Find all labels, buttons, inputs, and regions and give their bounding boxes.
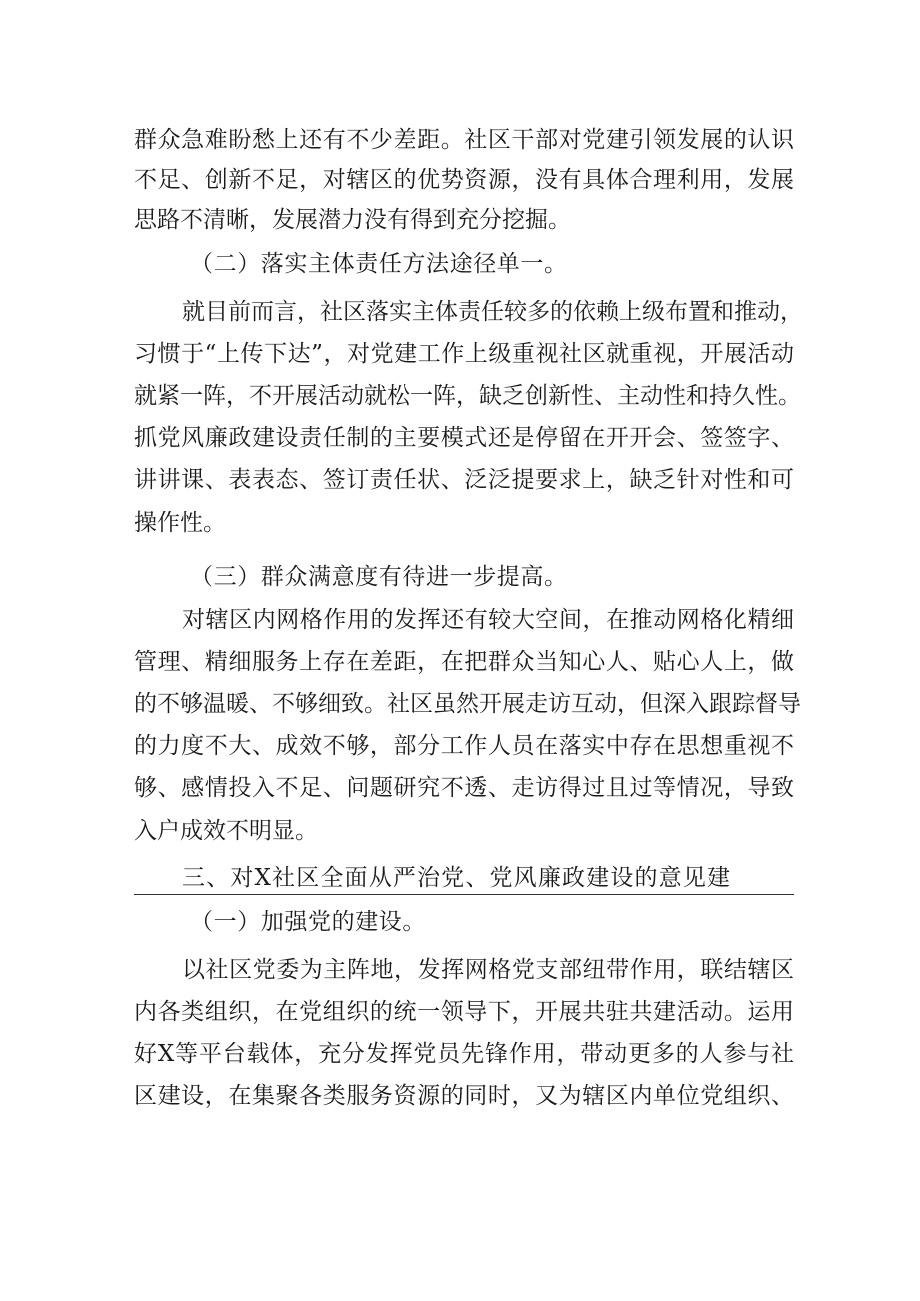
paragraph-line: 操作性。 — [134, 510, 226, 536]
paragraph-line: 讲讲课、表表态、签订责任状、泛泛提要求上，缺乏针对性和可 — [134, 467, 794, 493]
paragraph-line: 思路不清晰，发展潜力没有得到充分挖掘。 — [134, 207, 571, 233]
paragraph-line: 入户成效不明显。 — [134, 818, 318, 844]
paragraph-line: 的力度不大、成效不够，部分工作人员在落实中存在思想重视不 — [134, 733, 794, 759]
paragraph-line: 够、感情投入不足、问题研究不透、走访得过且过等情况，导致 — [134, 775, 794, 801]
section-heading: 三、对X社区全面从严治党、党风廉政建设的意见建 — [182, 865, 730, 891]
paragraph-line: 就紧一阵，不开展活动就松一阵，缺乏创新性、主动性和持久性。 — [134, 383, 801, 409]
paragraph-line: 好X等平台载体，充分发挥党员先锋作用，带动更多的人参与社 — [134, 1041, 794, 1067]
paragraph-line: 管理、精细服务上存在差距，在把群众当知心人、贴心人上，做 — [134, 649, 794, 675]
paragraph-line: 的不够温暖、不够细致。社区虽然开展走访互动，但深入跟踪督导 — [134, 691, 801, 717]
subsection-heading: （三）群众满意度有待进一步提高。 — [190, 564, 568, 590]
paragraph-line: 区建设，在集聚各类服务资源的同时，又为辖区内单位党组织、 — [134, 1083, 794, 1109]
paragraph-line: 抓党风廉政建设责任制的主要模式还是停留在开开会、签签字、 — [134, 425, 794, 451]
subsection-heading: （二）落实主体责任方法途径单一。 — [190, 251, 568, 277]
paragraph-line: 群众急难盼愁上还有不少差距。社区干部对党建引领发展的认识 — [134, 127, 794, 153]
paragraph-line: 对辖区内网格作用的发挥还有较大空间，在推动网格化精细 — [182, 607, 794, 633]
subsection-heading: （一）加强党的建设。 — [190, 909, 426, 935]
paragraph-line: 习惯于“上传下达”，对党建工作上级重视社区就重视，开展活动 — [134, 341, 794, 367]
paragraph-line: 以社区党委为主阵地，发挥网格党支部纽带作用，联结辖区 — [182, 957, 794, 983]
paragraph-line: 不足、创新不足，对辖区的优势资源，没有具体合理利用，发展 — [134, 167, 794, 193]
paragraph-line: 内各类组织，在党组织的统一领导下，开展共驻共建活动。运用 — [134, 999, 794, 1025]
horizontal-rule — [134, 894, 794, 895]
paragraph-line: 就目前而言，社区落实主体责任较多的依赖上级布置和推动， — [182, 299, 803, 325]
